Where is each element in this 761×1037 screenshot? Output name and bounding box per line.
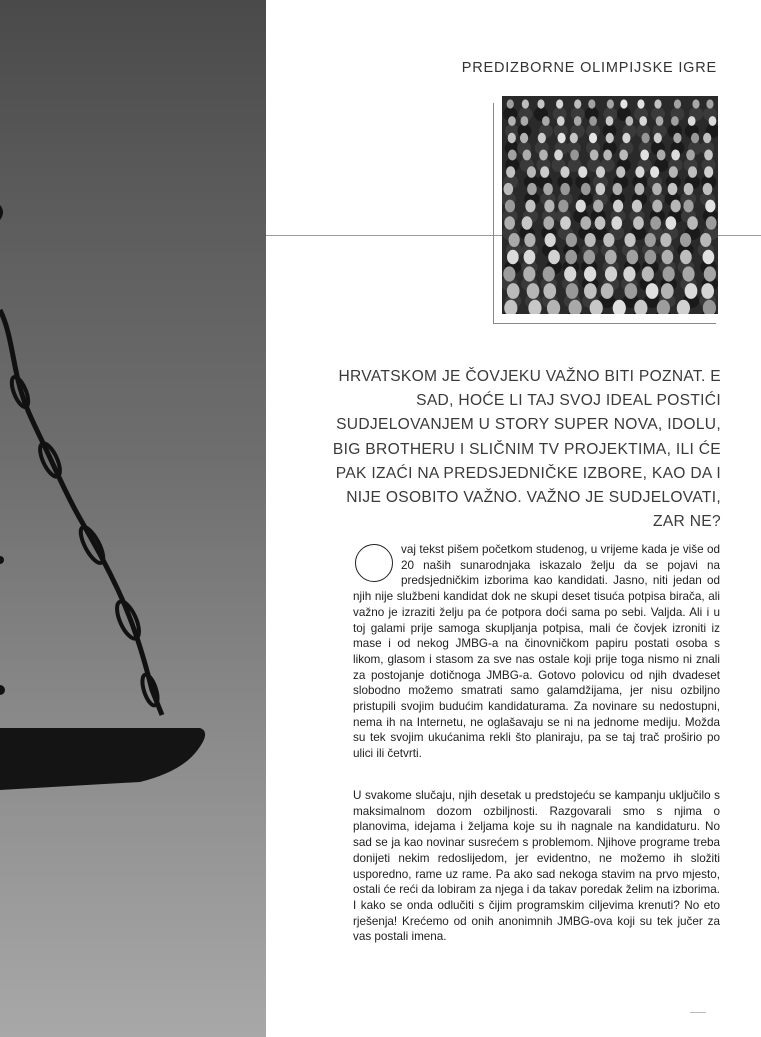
- headline: HRVATSKOM JE ČOVJEKU VAŽNO BITI POZNAT. E SAD, HOĆE LI TAJ SVOJ IDEAL POSTIĆI SUDJELOVANJEM U STORY SUPER NOVA, IDOLU, BIG BROTHERU I SLIČNIM TV PROJEKTIMA, ILI ĆE PAK IZAĆI NA PREDSJEDNIČKE IZBORE, KAO DA I NIJE OSOBITO VAŽNO. VAŽNO JE SUDJELOVATI, ZAR NE?: [332, 368, 721, 531]
- page-mark: [690, 1012, 706, 1013]
- drop-cap-o-icon: [355, 544, 393, 582]
- scales-photo: [0, 0, 266, 1037]
- section-title: PREDIZBORNE OLIMPIJSKE IGRE: [461, 60, 717, 76]
- paragraph-1-text: vaj tekst pišem početkom studenog, u vrijeme kada je više od 20 naših sunarodnjaka iskazalo želju da se pojavi na predsjedničkim izborima kao kandidati. Jasno, niti jedan od njih nije službeni kandidat dok ne skupi deset tisuća potpisa birača, ali važno je izraziti želju pa će potpora doći sama po sebi. Valjda. Ali i u toj galami prije samoga skupljanja potpisa, mali će čovjek izroniti iz mase i od nekog JMBG-a na činovničkom papiru postati osoba s likom, glasom i stasom za sve nas ostale koji prije toga nismo ni znali za postojanje dotičnoga JMBG-a. Gotovo polovicu od njih dvadeset slobodno možemo smatrati samo galamdžijama, jer nisu ozbiljno pristupili svojim budućim kandidaturama. Za novinare su nedostupni, nema ih na Internetu, ne oglašavaju se ni na jednome mediju. Možda su tek svojim ukućanima rekli što planiraju, pa se taj trač proširio po ulici ili četvrti.: [353, 543, 720, 761]
- crowd-illustration: [502, 96, 718, 314]
- paragraph-1: [353, 542, 720, 762]
- crowd-photo: [502, 96, 718, 314]
- paragraph-2: U svakome slučaju, njih desetak u predstojeću se kampanju uključilo s maksimalnom dozom ozbiljnosti. Razgovarali smo s njima o planovima, idejama i željama koje su ih nagnale na kandidaturu. No sad se ja kao novinar susrećem s problemom. Njihove programe treba donijeti nekim redoslijedom, jer evidentno, ne možemo ih složiti usporedno, rame uz rame. Pa ako sad nekoga stavim na prvo mjesto, ostali će reći da lobiram za njega i da takav poredak želim na izborima. I kako se onda odlučiti s čijim programskim ciljevima krenuti? No eto rješenja! Krećemo od onih anonimnih JMBG-ova koji su tek jučer za vas postali imena.: [353, 789, 720, 944]
- scales-of-justice-illustration: [0, 0, 266, 1037]
